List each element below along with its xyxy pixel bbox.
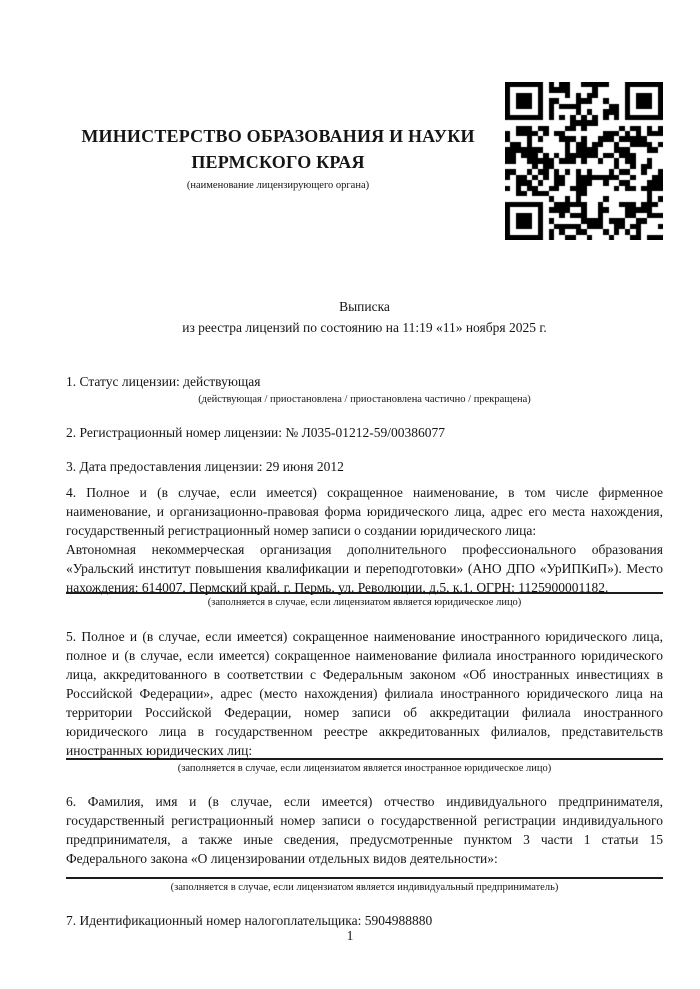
item-5-caption: (заполняется в случае, если лицензиатом является иностранное юридическое лицо)	[177, 763, 552, 774]
ministry-name-line1: МИНИСТЕРСТВО ОБРАЗОВАНИЯ И НАУКИ	[81, 126, 475, 146]
title-line2: из реестра лицензий по состоянию на 11:19 «11» ноября 2025 г.	[182, 320, 547, 335]
item-3-grant-date: 3. Дата предоставления лицензии: 29 июня 2012	[66, 459, 344, 474]
qr-code-icon	[505, 82, 663, 240]
item-6-fill-line	[66, 877, 663, 879]
document-title	[66, 296, 663, 338]
item-1-caption: (действующая / приостановлена / приостановлена частично / прекращена)	[198, 394, 531, 405]
item-4-legal-entity-prompt: 4. Полное и (в случае, если имеется) сокращенное наименование, в том числе фирменное наименование, и организационно-правовая форма юридического лица, адрес его места нахождения, государственный регистрационный номер записи о создании юридического лица:	[66, 485, 663, 538]
item-5-foreign-entity-prompt: 5. Полное и (в случае, если имеется) сокращенное наименование иностранного юридического лица, полное и (в случае, если имеется) сокращенное наименование филиала иностранного юридического лица, аккредитованного в соответствии с Федеральным законом «Об иностранных инвестициях в Российской Федерации», адрес (место нахождения) филиала иностранного юридического лица на территории Российской Федерации, номер записи об аккредитации филиала иностранного юридического лица в государственном реестре аккредитованных филиалов, представительств иностранных юридических лиц:	[66, 629, 663, 758]
item-4-legal-entity-value: Автономная некоммерческая организация дополнительного профессионального образования «Уральский институт повышения квалификации и переподготовки» (АНО ДПО «УрИПКиП»). Место нахождения: 614007, Пермский край, г. Пермь, ул. Революции, д.5, к.1. ОГРН: 1125900001182.	[66, 542, 663, 595]
item-7-taxpayer-number: 7. Идентификационный номер налогоплательщика: 5904988880	[66, 913, 433, 928]
item-2-registration-number: 2. Регистрационный номер лицензии: № Л035-01212-59/00386077	[66, 425, 446, 440]
item-4-caption: (заполняется в случае, если лицензиатом является юридическое лицо)	[207, 597, 522, 608]
document-header	[66, 0, 663, 296]
item-6-entrepreneur-prompt: 6. Фамилия, имя и (в случае, если имеется) отчество индивидуального предпринимателя, государственный регистрационный номер записи о государственной регистрации индивидуального предпринимателя, а также иные сведения, предусмотренные пунктом 3 части 1 статьи 15 Федерального закона «О лицензировании отдельных видов деятельности»:	[66, 794, 663, 866]
item-1-license-status: 1. Статус лицензии: действующая	[66, 374, 261, 389]
page-number: 1	[346, 928, 354, 943]
title-line1: Выписка	[339, 299, 390, 314]
authority-caption: (наименование лицензирующего органа)	[186, 180, 370, 191]
ministry-name-line2: ПЕРМСКОГО КРАЯ	[191, 152, 365, 172]
item-6-caption: (заполняется в случае, если лицензиатом является индивидуальный предприниматель)	[170, 882, 559, 893]
licensing-authority-block	[66, 123, 490, 193]
